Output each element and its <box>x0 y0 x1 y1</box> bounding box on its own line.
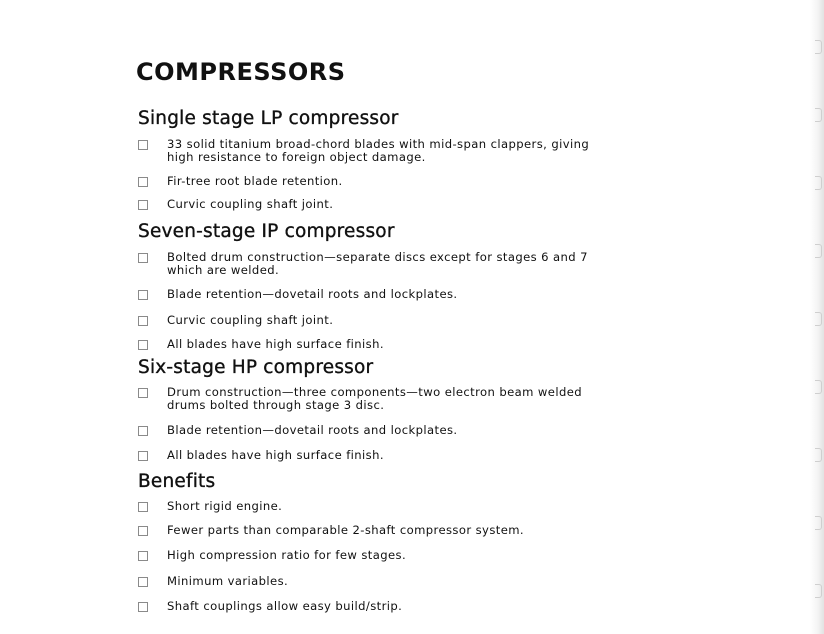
checkbox-icon <box>138 316 148 326</box>
binding-mark <box>815 244 822 258</box>
binding-mark <box>815 584 822 598</box>
binding-mark <box>815 516 822 530</box>
section-heading-benefits: Benefits <box>138 471 216 492</box>
checkbox-icon <box>138 253 148 263</box>
section-heading-lp-compressor: Single stage LP compressor <box>138 108 399 129</box>
list-item-text: Drum construction—three components—two electron beam welded drums bolted through stage 3 disc. <box>167 385 583 412</box>
list-item-text: Curvic coupling shaft joint. <box>167 313 334 327</box>
list-item-text: Bolted drum construction—separate discs except for stages 6 and 7 which are welded. <box>167 250 588 277</box>
checkbox-icon <box>138 140 148 150</box>
list-item-text: All blades have high surface finish. <box>167 337 384 351</box>
list-item-text: All blades have high surface finish. <box>167 448 384 462</box>
binding-mark <box>815 448 822 462</box>
checkbox-icon <box>138 340 148 350</box>
binding-mark <box>815 380 822 394</box>
list-item-text: High compression ratio for few stages. <box>167 548 407 562</box>
binding-mark <box>815 312 822 326</box>
list-item-text: Short rigid engine. <box>167 499 283 513</box>
list-item-text: Blade retention—dovetail roots and lockplates. <box>167 287 458 301</box>
checkbox-icon <box>138 451 148 461</box>
checkbox-icon <box>138 290 148 300</box>
list-item-text: Blade retention—dovetail roots and lockplates. <box>167 423 458 437</box>
page-title: COMPRESSORS <box>136 58 346 86</box>
checkbox-icon <box>138 388 148 398</box>
checkbox-icon <box>138 502 148 512</box>
list-item-text: 33 solid titanium broad-chord blades with mid-span clappers, giving high resistance to foreign object damage. <box>167 137 590 164</box>
section-heading-hp-compressor: Six-stage HP compressor <box>138 357 374 378</box>
checkbox-icon <box>138 426 148 436</box>
section-heading-ip-compressor: Seven-stage IP compressor <box>138 221 395 242</box>
list-item-text: Fir-tree root blade retention. <box>167 174 343 188</box>
list-item-text: Shaft couplings allow easy build/strip. <box>167 599 403 613</box>
checkbox-icon <box>138 551 148 561</box>
checkbox-icon <box>138 200 148 210</box>
list-item-text: Curvic coupling shaft joint. <box>167 197 334 211</box>
binding-mark <box>815 108 822 122</box>
checkbox-icon <box>138 526 148 536</box>
list-item-text: Minimum variables. <box>167 574 289 588</box>
binding-mark <box>815 40 822 54</box>
page-edge <box>810 0 824 634</box>
binding-mark <box>815 176 822 190</box>
list-item-text: Fewer parts than comparable 2-shaft compressor system. <box>167 523 525 537</box>
checkbox-icon <box>138 602 148 612</box>
checkbox-icon <box>138 577 148 587</box>
checkbox-icon <box>138 177 148 187</box>
